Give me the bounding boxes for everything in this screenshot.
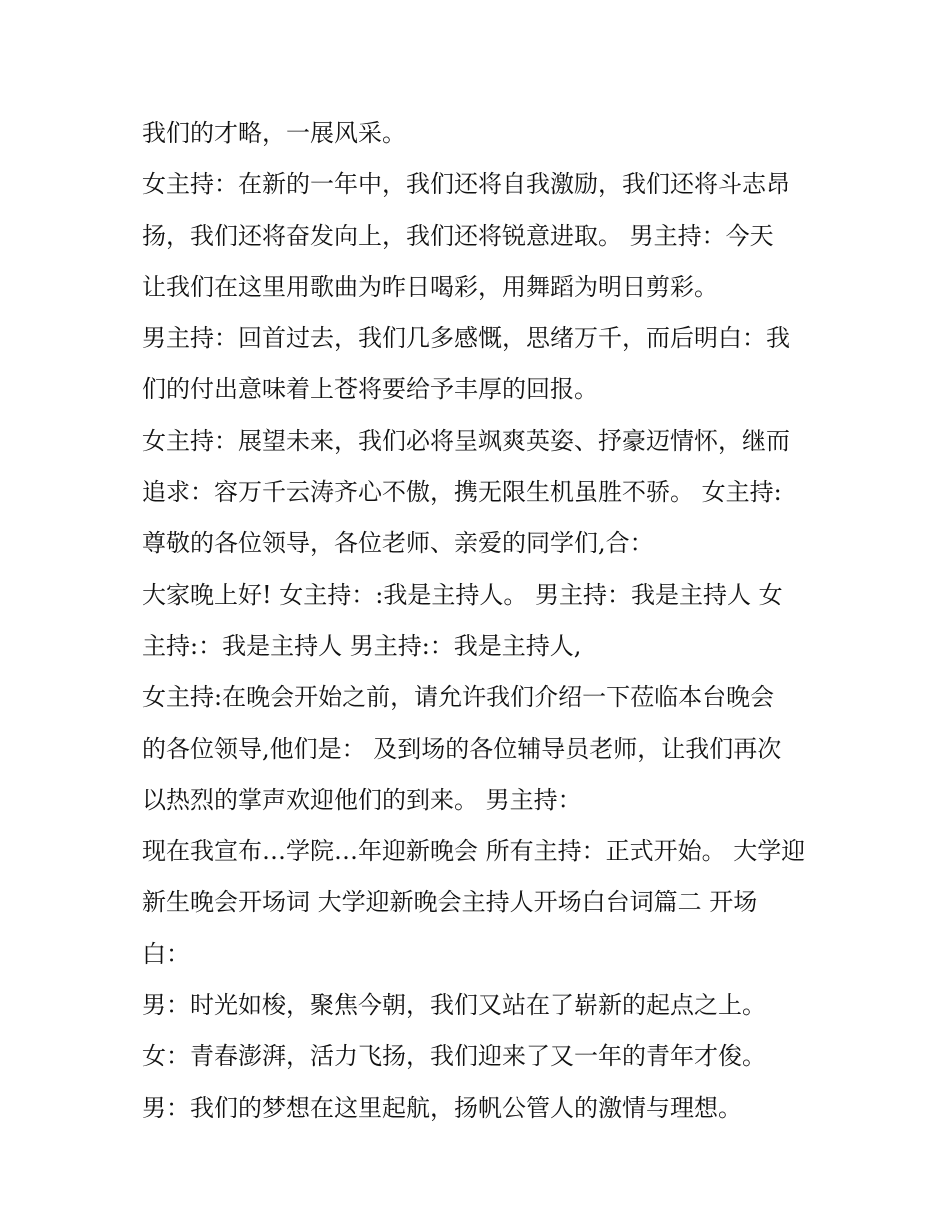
document-body	[142, 108, 832, 1134]
text-line: 男主持：回首过去，我们几多感慨，思绪万千，而后明白：我	[142, 324, 790, 353]
text-line: 让我们在这里用歌曲为昨日喝彩，用舞蹈为明日剪彩。	[142, 272, 718, 301]
text-line: 尊敬的各位领导，各位老师、亲爱的同学们,合：	[142, 529, 654, 558]
text-line: 主持:：我是主持人 男主持:：我是主持人,	[142, 631, 582, 660]
text-line: 新生晚会开场词 大学迎新晚会主持人开场白台词篇二 开场	[142, 888, 758, 917]
text-line: 白：	[142, 939, 190, 968]
text-line: 男：我们的梦想在这里起航，扬帆公管人的激情与理想。	[142, 1093, 742, 1122]
text-line: 们的付出意味着上苍将要给予丰厚的回报。	[142, 375, 598, 404]
text-line: 女主持：在新的一年中，我们还将自我激励，我们还将斗志昂	[142, 170, 790, 199]
text-line: 男：时光如梭，聚焦今朝，我们又站在了崭新的起点之上。	[142, 991, 766, 1020]
text-line: 大家晚上好! 女主持：:我是主持人。 男主持：我是主持人 女	[142, 580, 783, 609]
text-line: 追求：容万千云涛齐心不傲，携无限生机虽胜不骄。 女主持:	[142, 478, 782, 507]
text-line: 女：青春澎湃，活力飞扬，我们迎来了又一年的青年才俊。	[142, 1042, 766, 1071]
text-line: 的各位领导,他们是： 及到场的各位辅导员老师，让我们再次	[142, 734, 782, 763]
text-line: 女主持:在晚会开始之前，请允许我们介绍一下莅临本台晚会	[142, 683, 775, 712]
text-line: 以热烈的掌声欢迎他们的到来。 男主持：	[142, 785, 582, 814]
text-line: 女主持：展望未来，我们必将呈飒爽英姿、抒豪迈情怀，继而	[142, 426, 790, 455]
text-line: 现在我宣布…学院…年迎新晚会 所有主持：正式开始。 大学迎	[142, 837, 806, 866]
text-line: 我们的才略，一展风采。	[142, 119, 406, 147]
text-line: 扬，我们还将奋发向上，我们还将锐意进取。 男主持：今天	[142, 221, 774, 250]
